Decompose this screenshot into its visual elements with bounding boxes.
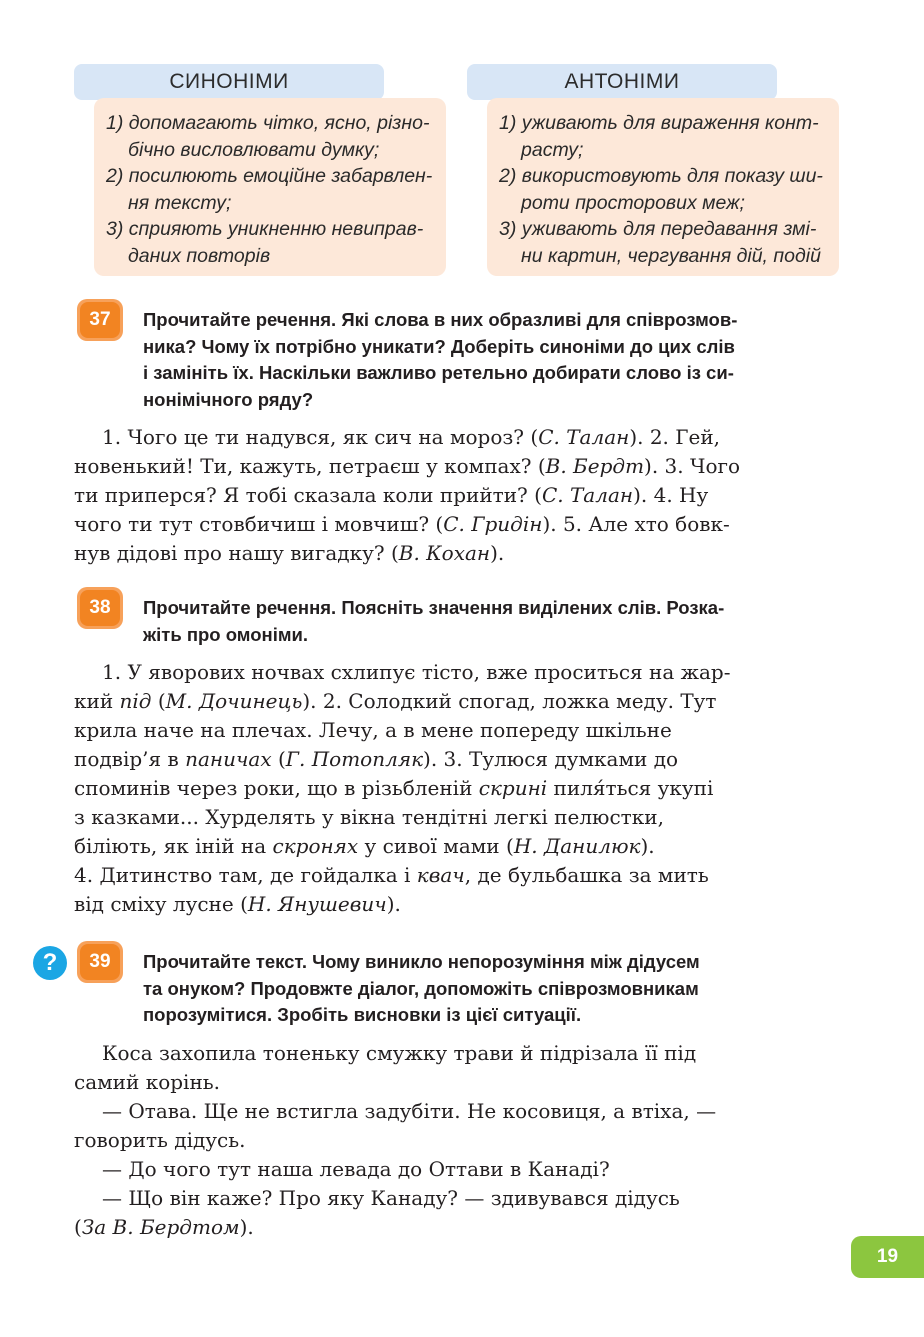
task-39-instructions	[143, 949, 843, 1029]
task-37-instructions	[143, 307, 843, 413]
synonyms-header	[74, 64, 384, 100]
task-38-text	[74, 658, 844, 919]
text-line: біліють, як іній на скронях у сивої мами (Н. Данилюк).	[74, 834, 655, 858]
text-line: подвір’я в паничах (Г. Потопляк). 3. Тулюся думками до	[74, 747, 679, 771]
antonyms-line: 3) уживають для передавання змі-	[499, 218, 817, 240]
task-37-line: нонімічного ряду?	[143, 388, 314, 410]
task-37-text	[74, 423, 844, 568]
synonyms-line: 2) посилюють емоційне забарвлен-	[106, 165, 433, 187]
task-37-line: Прочитайте речення. Які слова в них образливі для співрозмов-	[143, 309, 738, 330]
synonyms-line: 3) сприяють уникненню невиправ-	[106, 218, 424, 240]
task-39-number: 39	[80, 944, 120, 980]
text-line: — До чого тут наша левада до Оттави в Канаді?	[102, 1157, 610, 1181]
text-line: від сміху лусне (Н. Янушевич).	[74, 892, 401, 916]
text-line: 1. У яворових ночвах схлипує тісто, вже проситься на жар-	[102, 660, 731, 684]
task-38-number: 38	[80, 590, 120, 626]
task-39-line: порозумітися. Зробіть висновки із цієї ситуації.	[143, 1004, 582, 1025]
page-number: 19	[851, 1236, 924, 1278]
text-line: споминів через роки, що в різьбленій скрині пиля́ться укупі	[74, 776, 714, 800]
task-38-instructions	[143, 595, 843, 648]
task-39-line: та онуком? Продовжте діалог, допоможіть співрозмовникам	[143, 977, 699, 999]
synonyms-line: 1) допомагають чітко, ясно, різно-	[106, 112, 430, 134]
task-38-line: жіть про омоніми.	[143, 623, 309, 645]
text-line: чого ти тут стовбичиш і мовчиш? (С. Гридін). 5. Але хто бовк-	[74, 512, 730, 536]
antonyms-line: ни картин, чергування дій, подій	[521, 244, 821, 267]
task-38-badge	[77, 587, 123, 629]
text-line: нув дідові про нашу вигадку? (В. Кохан).	[74, 541, 505, 565]
text-line: новенький! Ти, кажуть, петраєш у компах? (В. Бердт). 3. Чого	[74, 454, 741, 478]
text-line: кий під (М. Дочинець). 2. Солодкий спогад, ложка меду. Тут	[74, 689, 717, 713]
text-line: самий корінь.	[74, 1070, 221, 1094]
antonyms-header	[467, 64, 777, 100]
text-line: говорить дідусь.	[74, 1128, 246, 1152]
text-line: Коса захопила тоненьку смужку трави й підрізала її під	[102, 1041, 697, 1065]
task-39-line: Прочитайте текст. Чому виникло непорозуміння між дідусем	[143, 951, 700, 972]
synonyms-line: бічно висловлювати думку;	[128, 138, 380, 161]
antonyms-line: расту;	[521, 138, 584, 161]
task-39-text	[74, 1039, 844, 1242]
text-line: крила наче на плечах. Лечу, а в мене попереду шкільне	[74, 718, 672, 742]
task-39-badge	[77, 941, 123, 983]
synonyms-title: СИНОНІМИ	[169, 70, 289, 93]
synonyms-line: ня тексту;	[128, 191, 232, 214]
antonyms-line: роти просторових меж;	[521, 191, 745, 214]
question-icon: ?	[33, 946, 67, 980]
text-line: 4. Дитинство там, де гойдалка і квач, де бульбашка за мить	[74, 863, 709, 887]
text-line: (За В. Бердтом).	[74, 1215, 254, 1239]
task-38-line: Прочитайте речення. Поясніть значення виділених слів. Розка-	[143, 597, 725, 618]
text-line: 1. Чого це ти надувся, як сич на мороз? (С. Талан). 2. Гей,	[102, 425, 721, 449]
task-37-line: і замініть їх. Наскільки важливо ретельно добирати слово із си-	[143, 362, 734, 383]
antonyms-box	[487, 98, 839, 276]
antonyms-title: АНТОНІМИ	[564, 70, 680, 93]
text-line: — Отава. Ще не встигла задубіти. Не косовиця, а втіха, —	[102, 1099, 717, 1123]
antonyms-line: 1) уживають для вираження конт-	[499, 112, 819, 134]
antonyms-line: 2) використовують для показу ши-	[499, 165, 823, 187]
text-line: — Що він каже? Про яку Канаду? — здивувався дідусь	[102, 1186, 680, 1210]
text-line: з казками... Хурделять у вікна тендітні легкі пелюстки,	[74, 805, 664, 829]
task-37-number: 37	[80, 302, 120, 338]
task-37-badge	[77, 299, 123, 341]
text-line: ти приперся? Я тобі сказала коли прийти? (С. Талан). 4. Ну	[74, 483, 709, 507]
synonyms-box	[94, 98, 446, 276]
synonyms-line: даних повторів	[128, 244, 271, 267]
task-37-line: ника? Чому їх потрібно уникати? Доберіть синоніми до цих слів	[143, 335, 735, 357]
